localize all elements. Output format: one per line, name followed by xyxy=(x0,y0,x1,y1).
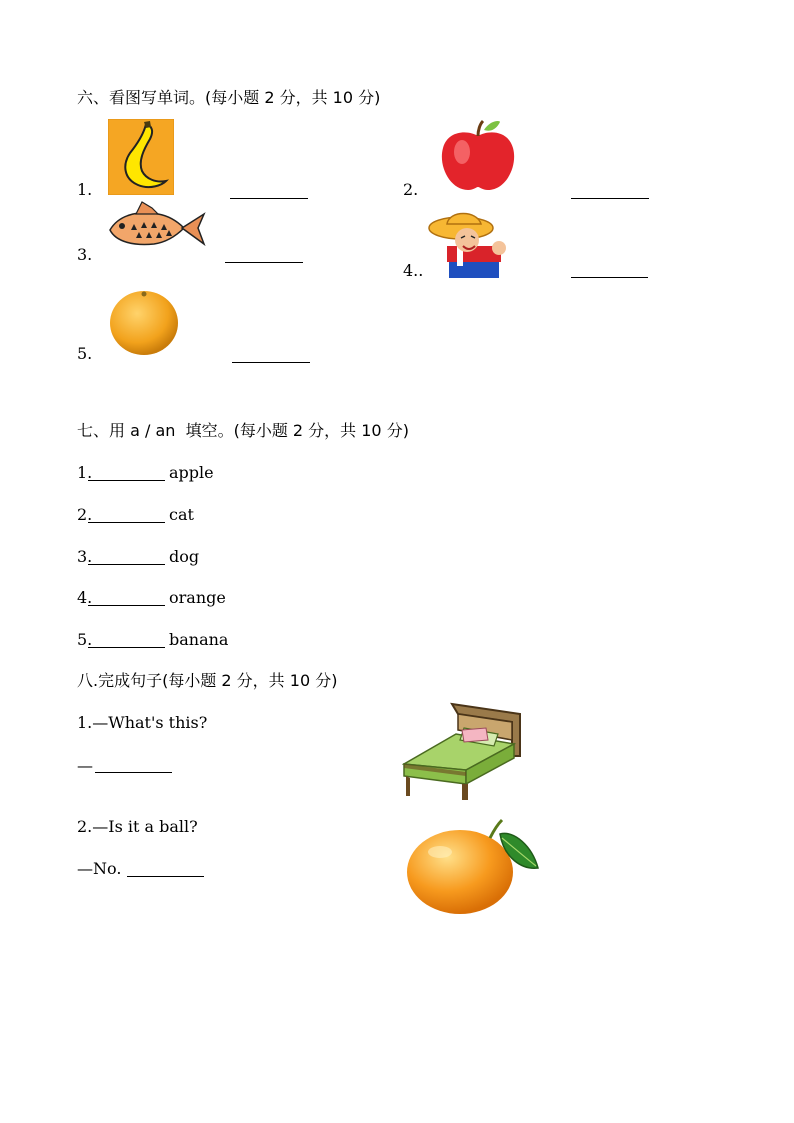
item-word: cat xyxy=(169,505,194,524)
answer-blank[interactable] xyxy=(571,277,648,278)
apple-picture xyxy=(438,118,518,192)
item-word: banana xyxy=(169,630,229,649)
item-number: 3. xyxy=(77,547,93,566)
orange-with-leaf-picture xyxy=(406,816,542,916)
answer-blank[interactable] xyxy=(95,772,172,773)
answer-blank[interactable] xyxy=(225,262,303,263)
item-number: 1. xyxy=(77,180,93,199)
item-number: 4. xyxy=(77,588,93,607)
section8-heading: 八.完成句子(每小题 2 分，共 10 分) xyxy=(77,671,338,690)
answer-blank[interactable] xyxy=(88,605,165,606)
fish-picture xyxy=(106,200,206,256)
farmer-picture xyxy=(427,206,511,278)
item-number: 5. xyxy=(77,344,93,363)
item-number: 4.. xyxy=(403,261,424,280)
answer-prefix: —No. xyxy=(77,859,122,878)
item-word: orange xyxy=(169,588,226,607)
bed-picture xyxy=(402,700,526,802)
item-word: dog xyxy=(169,547,200,566)
question-2: 2.—Is it a ball? xyxy=(77,817,198,836)
item-word: apple xyxy=(169,463,214,482)
section7-heading: 七、用 a / an 填空。(每小题 2 分，共 10 分) xyxy=(77,421,409,440)
section6-heading: 六、看图写单词。(每小题 2 分，共 10 分) xyxy=(77,88,381,107)
item-number: 2. xyxy=(77,505,93,524)
answer-blank[interactable] xyxy=(232,362,310,363)
item-number: 5. xyxy=(77,630,93,649)
question-1: 1.—What's this? xyxy=(77,713,208,732)
answer-blank[interactable] xyxy=(571,198,649,199)
answer-blank[interactable] xyxy=(127,876,204,877)
answer-prefix: — xyxy=(77,756,93,775)
answer-blank[interactable] xyxy=(230,198,308,199)
answer-blank[interactable] xyxy=(88,647,165,648)
answer-blank[interactable] xyxy=(88,522,165,523)
item-number: 1. xyxy=(77,463,93,482)
orange-picture xyxy=(108,287,180,357)
answer-blank[interactable] xyxy=(88,564,165,565)
banana-picture xyxy=(108,119,174,195)
item-number: 3. xyxy=(77,245,93,264)
answer-blank[interactable] xyxy=(88,480,165,481)
item-number: 2. xyxy=(403,180,419,199)
